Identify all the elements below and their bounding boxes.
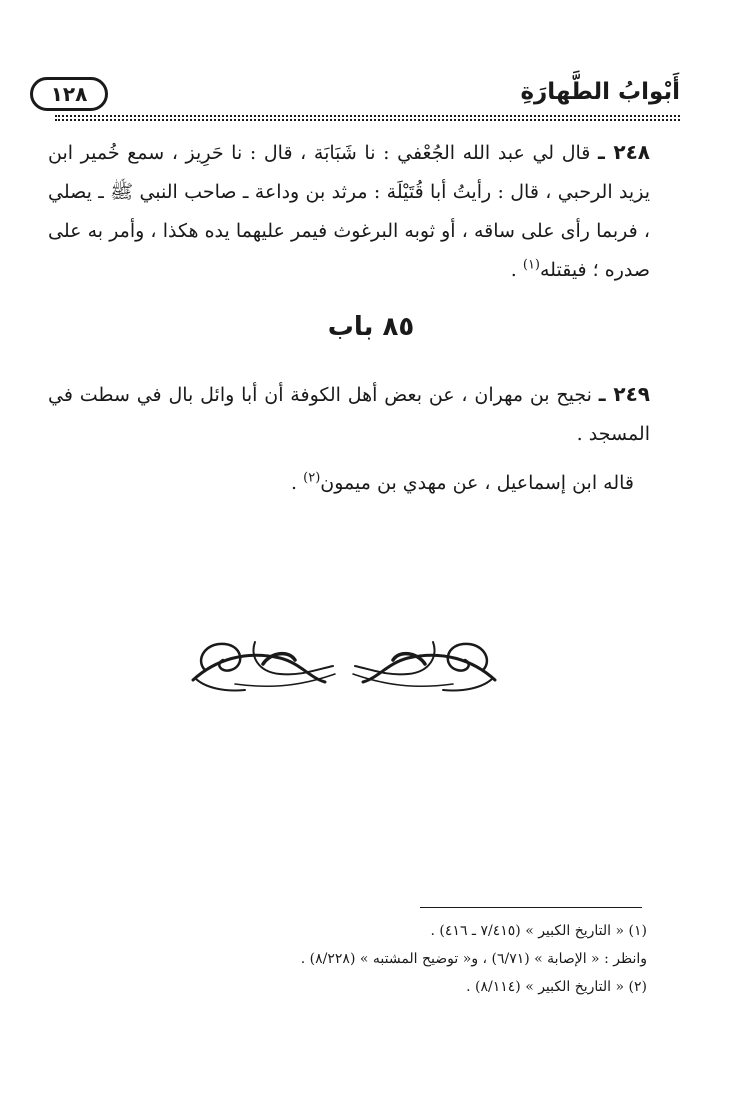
hadith-text: قال لي عبد الله الجُعْفي : نا شَبَابَة ، قال : نا حَرِيز ، سمع خُمير ابن يزيد الرحبي ، قال : رأيتُ أبا قُتَيْلَة : مرثد بن وداعة ـ صاحب النبي ﷺ ـ يصلي ، فربما رأى على ساقه ، أو ثوبه البرغوث فيمر عليهما يده هكذا ، وأمر به على صدره ؛ فيقتله	[48, 142, 650, 281]
footnote-1: (١) « التاريخ الكبير » (٧/٤١٥ ـ ٤١٦) .	[430, 923, 647, 939]
footnote-2: (٢) « التاريخ الكبير » (٨/١١٤) .	[466, 979, 647, 995]
footnote-divider	[420, 907, 642, 908]
sentence-end: .	[510, 259, 523, 281]
header-divider	[55, 115, 680, 121]
decorative-ornament-icon	[185, 630, 503, 698]
hadith-text: نجيح بن مهران ، عن بعض أهل الكوفة أن أبا وائل بال في سطت في المسجد .	[48, 384, 650, 445]
sentence-end: .	[291, 472, 304, 494]
hadith-248	[48, 133, 650, 290]
footnote-1-continued: وانظر : « الإصابة » (٦/٧١) ، و« توضيح المشتبه » (٨/٢٢٨) .	[300, 951, 647, 967]
page-header	[30, 75, 680, 115]
hadith-number: ٢٤٩ ـ	[598, 382, 650, 406]
hadith-249	[48, 375, 650, 454]
attribution-text: قاله ابن إسماعيل ، عن مهدي بن ميمون	[320, 472, 634, 494]
footnotes	[200, 917, 647, 1001]
hadith-attribution	[134, 464, 634, 503]
footnote-ref[interactable]: (٢)	[303, 470, 321, 486]
section-title: أَبْوابُ الطَّهارَةِ	[520, 79, 680, 105]
chapter-heading: ٨٥ باب	[327, 312, 415, 342]
hadith-number: ٢٤٨ ـ	[597, 140, 650, 164]
page-number: ١٢٨	[30, 77, 108, 111]
footnote-ref[interactable]: (١)	[522, 257, 540, 273]
